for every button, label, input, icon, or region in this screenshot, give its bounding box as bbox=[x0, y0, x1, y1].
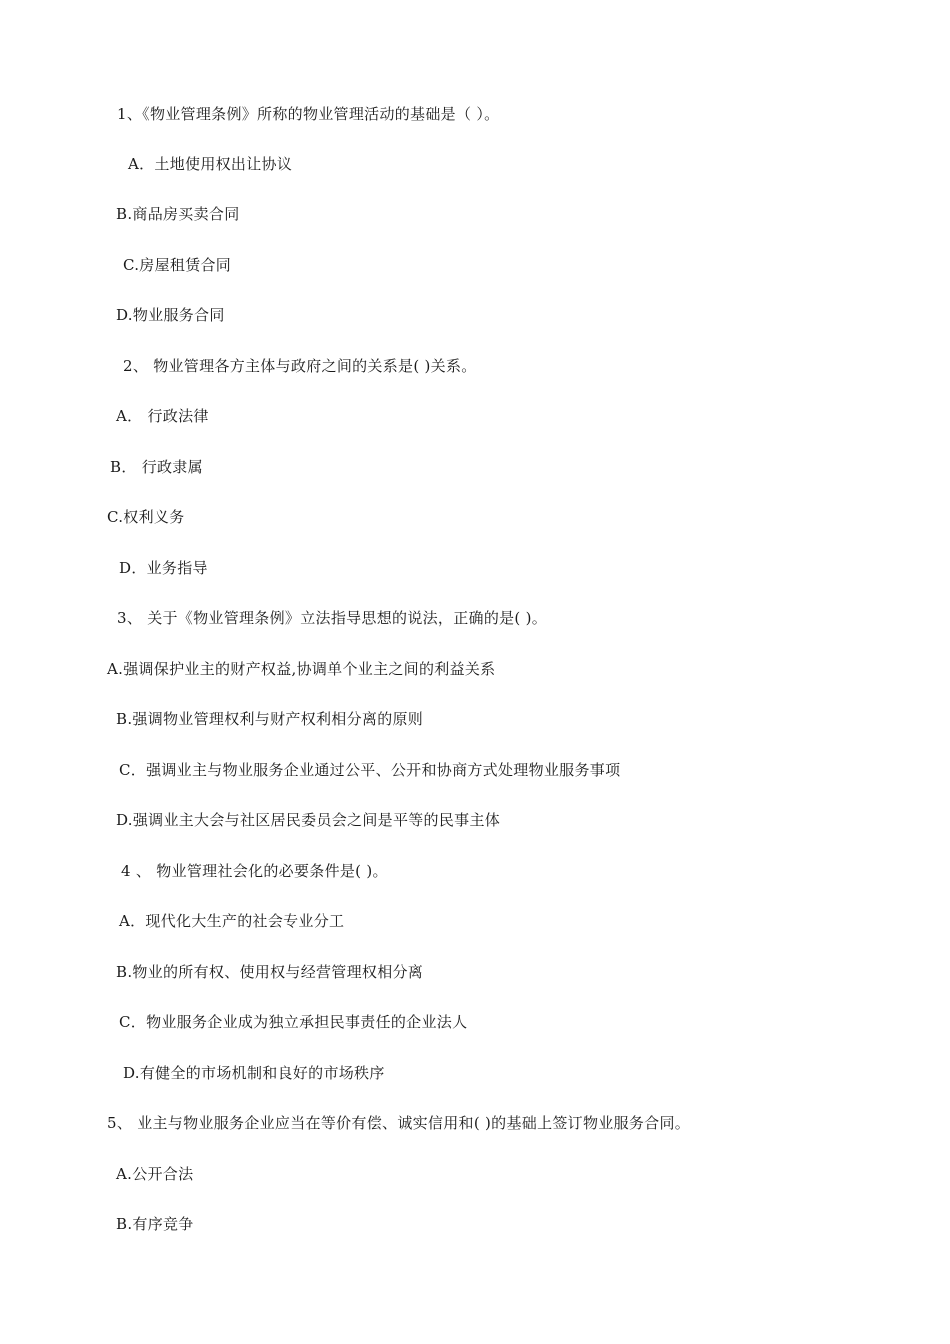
q1-option-d: D.物业服务合同 bbox=[116, 306, 225, 324]
question-1: 1、《物业管理条例》所称的物业管理活动的基础是（ ）。 bbox=[117, 105, 500, 123]
q3-option-d: D.强调业主大会与社区居民委员会之间是平等的民事主体 bbox=[116, 811, 501, 829]
q2-option-a: A． 行政法律 bbox=[116, 407, 209, 425]
question-4: 4 、 物业管理社会化的必要条件是( )。 bbox=[121, 862, 388, 880]
q4-option-b: B.物业的所有权、使用权与经营管理权相分离 bbox=[116, 963, 424, 981]
q4-option-d: D.有健全的市场机制和良好的市场秩序 bbox=[123, 1064, 385, 1082]
q2-option-b: B． 行政隶属 bbox=[110, 458, 203, 476]
q5-option-a: A.公开合法 bbox=[116, 1165, 194, 1183]
question-2: 2、 物业管理各方主体与政府之间的关系是( )关系。 bbox=[123, 357, 477, 375]
q3-option-c: C．强调业主与物业服务企业通过公平、公开和协商方式处理物业服务事项 bbox=[119, 761, 621, 779]
q2-option-d: D．业务指导 bbox=[119, 559, 208, 577]
q3-option-a: A.强调保护业主的财产权益,协调单个业主之间的利益关系 bbox=[107, 660, 496, 678]
q4-option-a: A．现代化大生产的社会专业分工 bbox=[119, 912, 345, 930]
q1-option-b: B.商品房买卖合同 bbox=[116, 205, 240, 223]
q1-option-c: C.房屋租赁合同 bbox=[123, 256, 232, 274]
q5-option-b: B.有序竞争 bbox=[116, 1215, 194, 1233]
question-3: 3、 关于《物业管理条例》立法指导思想的说法，正确的是( )。 bbox=[117, 609, 548, 627]
question-5: 5、 业主与物业服务企业应当在等价有偿、诚实信用和( )的基础上签订物业服务合同。 bbox=[107, 1114, 691, 1132]
q2-option-c: C.权利义务 bbox=[107, 508, 185, 526]
q1-option-a: A．土地使用权出让协议 bbox=[128, 155, 293, 173]
q3-option-b: B.强调物业管理权利与财产权利相分离的原则 bbox=[116, 710, 424, 728]
q4-option-c: C．物业服务企业成为独立承担民事责任的企业法人 bbox=[119, 1013, 468, 1031]
